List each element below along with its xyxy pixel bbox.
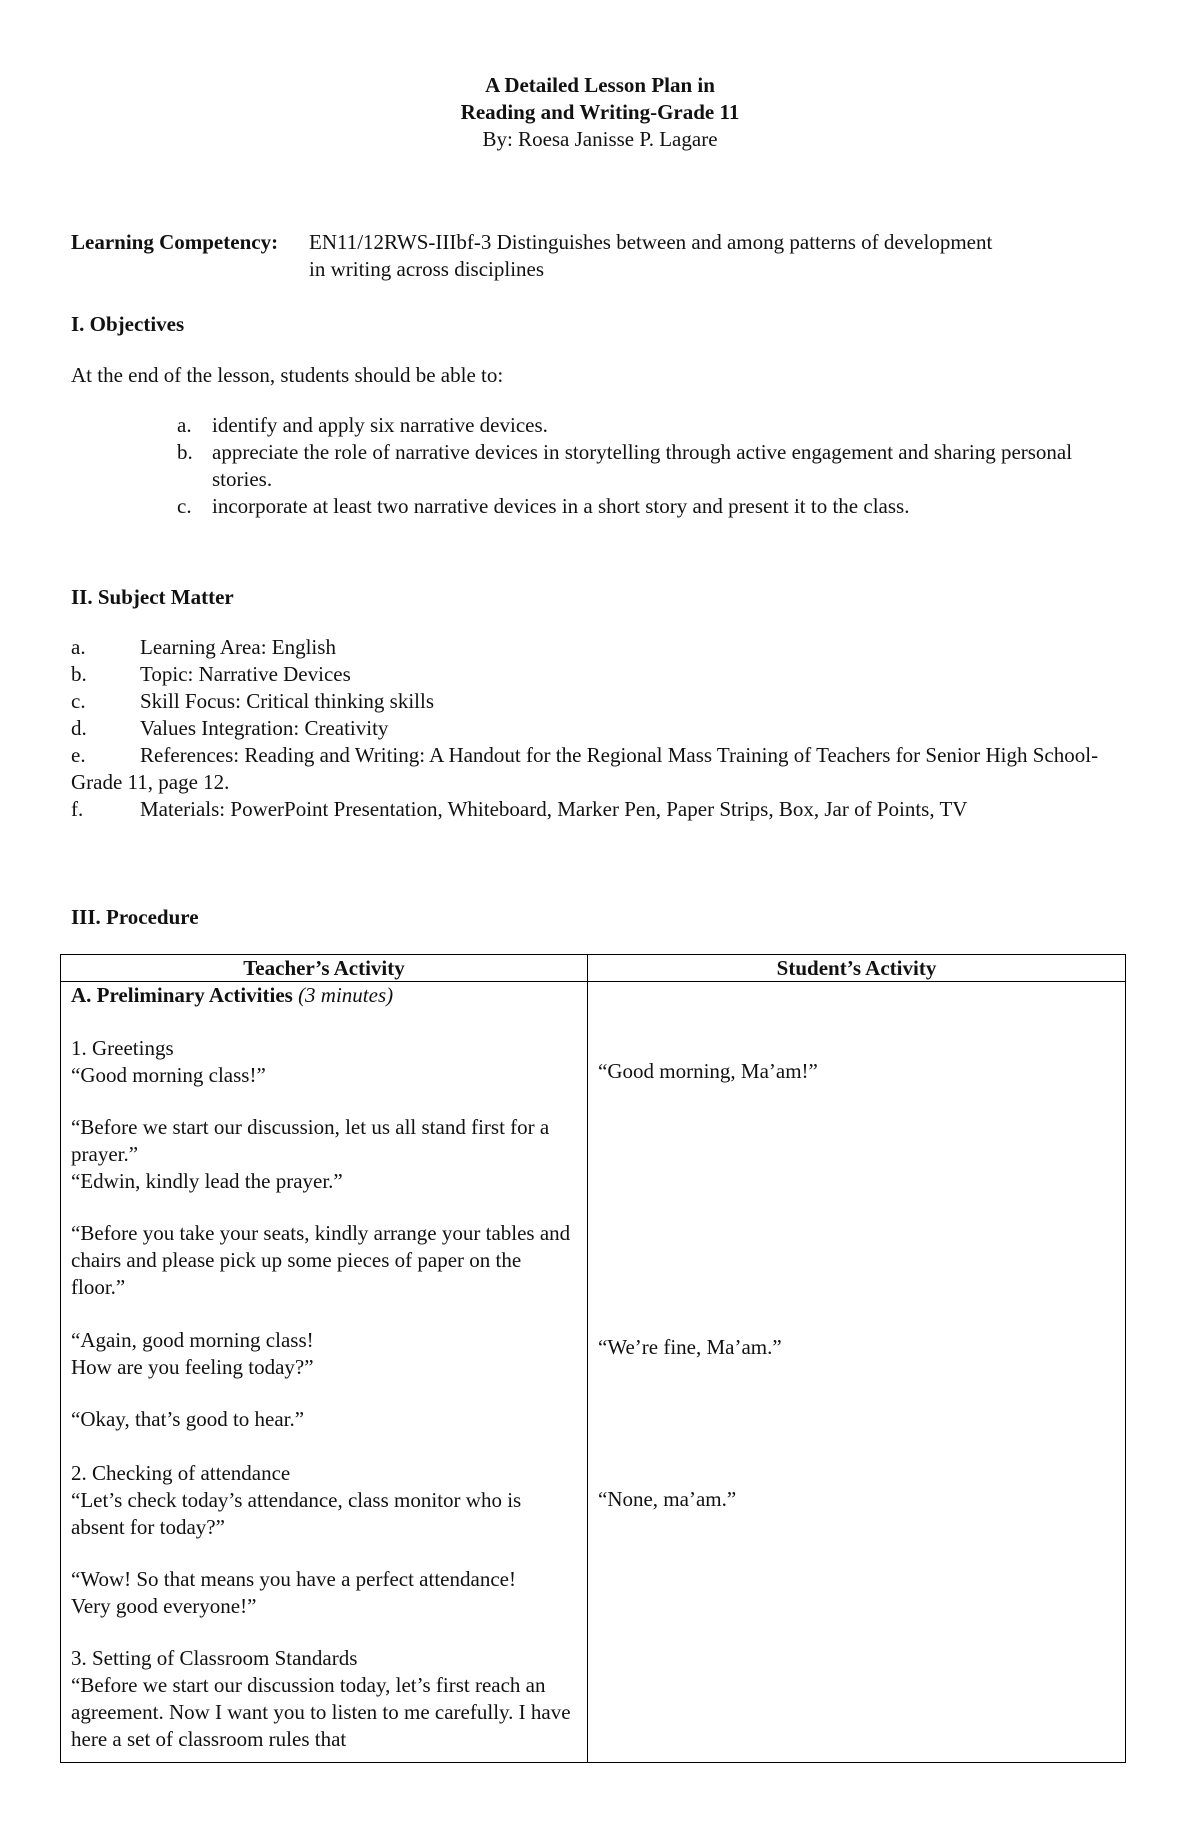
greetings-title: 1. Greetings	[71, 1036, 174, 1060]
standards-title: 3. Setting of Classroom Standards	[71, 1646, 358, 1670]
very-good-line: Very good everyone!”	[71, 1594, 257, 1618]
list-item-text: incorporate at least two narrative devices in a short story and present it to the class.	[212, 494, 910, 518]
list-item-text: Learning Area: English	[140, 635, 336, 659]
wow-line: “Wow! So that means you have a perfect attendance!	[71, 1567, 516, 1591]
list-marker: f.	[71, 797, 84, 821]
document-header	[0, 72, 1200, 153]
list-item	[71, 742, 1116, 796]
author-line: By: Roesa Janisse P. Lagare	[482, 127, 718, 151]
list-marker: c.	[71, 689, 86, 713]
objectives-intro: At the end of the lesson, students should be able to:	[71, 363, 504, 387]
list-item-text: References: Reading and Writing: A Handout for the Regional Mass Training of Teachers for Senior High School-Grade 11, page 12.	[71, 743, 1099, 794]
student-activity-header: Student’s Activity	[588, 955, 1126, 982]
list-item-text: Materials: PowerPoint Presentation, Whiteboard, Marker Pen, Paper Strips, Box, Jar of Points, TV	[140, 797, 968, 821]
again-line: “Again, good morning class!	[71, 1328, 314, 1352]
list-item-text: identify and apply six narrative devices.	[212, 413, 548, 437]
objectives-list	[177, 412, 1107, 520]
okay-line: “Okay, that’s good to hear.”	[71, 1407, 305, 1431]
prayer-lead-line: “Edwin, kindly lead the prayer.”	[71, 1169, 343, 1193]
student-activity-cell	[588, 982, 1126, 1763]
teacher-activity-header: Teacher’s Activity	[61, 955, 588, 982]
feeling-line: How are you feeling today?”	[71, 1355, 314, 1379]
list-item	[177, 439, 1107, 493]
table-row	[61, 982, 1126, 1763]
list-item	[71, 634, 1116, 661]
subject-matter-list	[71, 634, 1116, 823]
subject-matter-heading: II. Subject Matter	[71, 585, 234, 609]
procedure-table	[60, 954, 1126, 1763]
list-marker: d.	[71, 716, 87, 740]
title-line-1: A Detailed Lesson Plan in	[485, 73, 715, 97]
student-reply: “None, ma’am.”	[598, 1487, 737, 1511]
student-reply: “Good morning, Ma’am!”	[598, 1059, 818, 1083]
procedure-heading: III. Procedure	[71, 905, 199, 929]
list-marker: e.	[71, 743, 86, 767]
list-item	[71, 715, 1116, 742]
arrange-line: “Before you take your seats, kindly arrange your tables and chairs and please pick up some pieces of paper on the floor.”	[71, 1221, 571, 1299]
objectives-heading: I. Objectives	[71, 312, 185, 336]
list-item-text: Topic: Narrative Devices	[140, 662, 351, 686]
list-item	[177, 493, 1107, 520]
list-item-text: Values Integration: Creativity	[140, 716, 389, 740]
section-a-time: (3 minutes)	[298, 983, 394, 1007]
attendance-question: “Let’s check today’s attendance, class monitor who is absent for today?”	[71, 1488, 522, 1539]
student-reply: “We’re fine, Ma’am.”	[598, 1335, 782, 1359]
list-marker: a.	[71, 635, 86, 659]
section-a-title	[71, 982, 579, 1009]
prayer-line: “Before we start our discussion, let us all stand first for a prayer.”	[71, 1115, 550, 1166]
list-item	[71, 661, 1116, 688]
list-item	[71, 688, 1116, 715]
attendance-title: 2. Checking of attendance	[71, 1461, 291, 1485]
list-item-text: Skill Focus: Critical thinking skills	[140, 689, 435, 713]
section-a-label: A. Preliminary Activities	[71, 983, 293, 1007]
competency-text: EN11/12RWS-IIIbf-3 Distinguishes between and among patterns of development in writing across disciplines	[309, 230, 993, 281]
list-item	[177, 412, 1107, 439]
title-line-2: Reading and Writing-Grade 11	[460, 100, 740, 124]
list-item-text: appreciate the role of narrative devices in storytelling through active engagement and sharing personal stories.	[212, 440, 1073, 491]
competency-label: Learning Competency:	[71, 230, 279, 254]
table-header-row	[61, 955, 1126, 982]
teacher-activity-cell	[61, 982, 588, 1763]
list-item	[71, 796, 1116, 823]
list-marker: b.	[71, 662, 87, 686]
list-marker: a.	[177, 413, 192, 437]
list-marker: b.	[177, 440, 193, 464]
greeting-line: “Good morning class!”	[71, 1063, 266, 1087]
standards-text: “Before we start our discussion today, let’s first reach an agreement. Now I want you to listen to me carefully. I have here a set of classroom rules that	[71, 1673, 571, 1751]
list-marker: c.	[177, 494, 192, 518]
